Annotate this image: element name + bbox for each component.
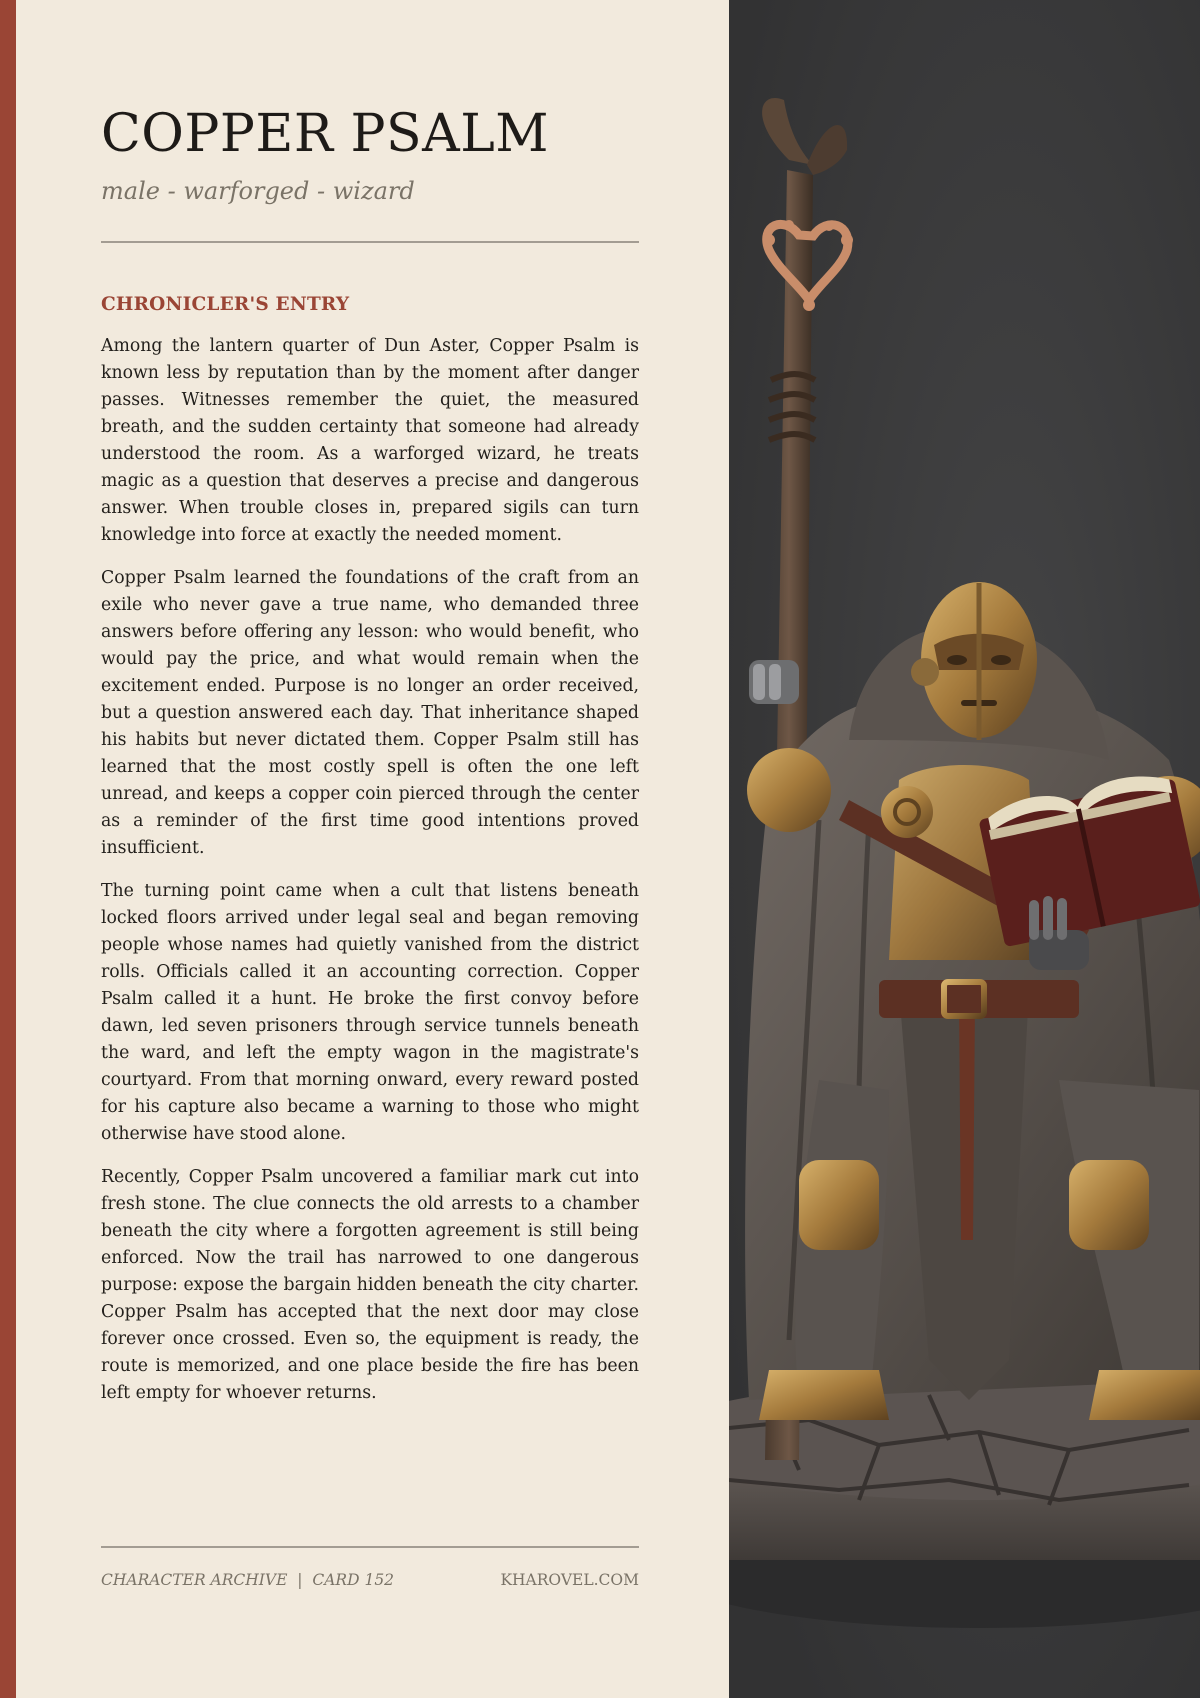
footer-divider <box>101 1546 639 1548</box>
header-divider <box>101 241 639 243</box>
card-footer <box>101 1546 639 1591</box>
site-link[interactable]: KHAROVEL.COM <box>500 1571 639 1589</box>
miniature-image-panel <box>729 0 1200 1698</box>
chronicle-body <box>101 333 639 1407</box>
chronicle-paragraph: Recently, Copper Psalm uncovered a familiar mark cut into fresh stone. The clue connects the old arrests to a chamber beneath the city where a forgotten agreement is still being enforced. Now the trail has narrowed to one dangerous purpose: expose the bargain hidden beneath the city charter. Copper Psalm has accepted that the next door may close forever once crossed. Even so, the equipment is ready, the route is memorized, and one place beside the fire has been left empty for whoever returns. <box>101 1167 639 1403</box>
section-heading: CHRONICLER'S ENTRY <box>101 294 350 315</box>
chronicle-paragraph: Copper Psalm learned the foundations of the craft from an exile who never gave a true name, who demanded three answers before offering any lesson: who would benefit, who would pay the price, and what would remain when the excitement ended. Purpose is no longer an order received, but a question answered each day. That inheritance shaped his habits but never dictated them. Copper Psalm still has learned that the most costly spell is often the one left unread, and keeps a copper coin pierced through the center as a reminder of the first time good intentions proved insufficient. <box>101 568 639 858</box>
chronicle-paragraph: The turning point came when a cult that listens beneath locked floors arrived under legal seal and began removing people whose names had quietly vanished from the district rolls. Officials called it an accounting correction. Copper Psalm called it a hunt. He broke the first convoy before dawn, led seven prisoners through service tunnels beneath the ward, and left the empty wagon in the magistrate's courtyard. From that morning onward, every reward posted for his capture also became a warning to those who might otherwise have stood alone. <box>101 881 639 1144</box>
footer-row <box>101 1569 639 1591</box>
text-panel <box>16 0 729 1698</box>
archive-label: CHARACTER ARCHIVE <box>101 1571 288 1589</box>
card-content <box>101 98 639 1407</box>
character-name: COPPER PSALM <box>101 104 549 164</box>
footer-separator: | <box>297 1571 303 1589</box>
chronicle-paragraph: Among the lantern quarter of Dun Aster, Copper Psalm is known less by reputation than by the moment after danger passes. Witnesses remember the quiet, the measured breath, and the sudden certainty that someone had already understood the room. As a warforged wizard, he treats magic as a question that deserves a precise and dangerous answer. When trouble closes in, prepared sigils can turn knowledge into force at exactly the needed moment. <box>101 336 639 545</box>
warforged-wizard-miniature-illustration <box>729 0 1200 1698</box>
card-number: CARD 152 <box>312 1571 395 1589</box>
archive-reference <box>101 1569 394 1591</box>
character-tagline: male - warforged - wizard <box>101 177 415 205</box>
accent-bar <box>0 0 16 1698</box>
